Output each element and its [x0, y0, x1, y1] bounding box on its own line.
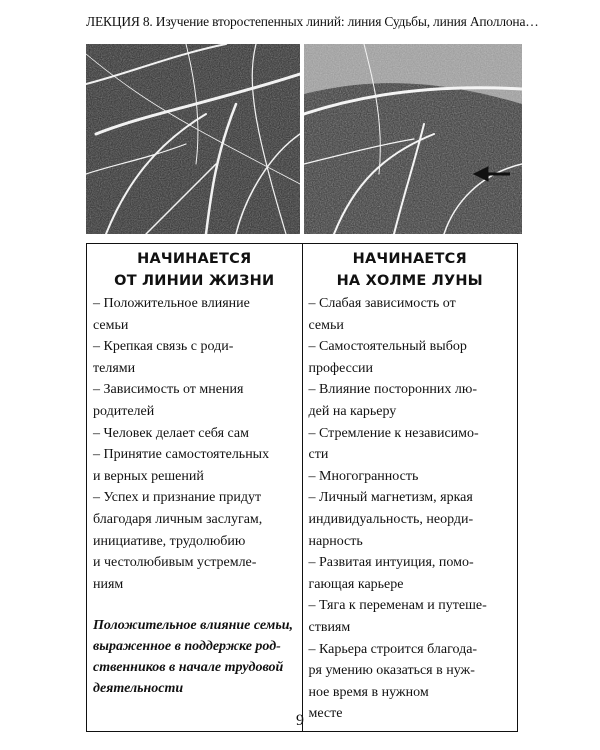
list-line: нарность	[308, 533, 363, 549]
list-line: ря умению оказаться в нуж-	[308, 663, 475, 679]
left-column-list	[93, 293, 296, 595]
list-line: – Зависимость от мнения	[93, 382, 244, 398]
list-line: – Тяга к переменам и путеше-	[308, 598, 487, 614]
right-column-list	[309, 293, 512, 725]
list-line: – Стремление к независимо-	[308, 425, 479, 441]
summary-note: Положительное влияние семьи, выраженное в поддержке род- ственников в начале трудовой деятельности	[93, 618, 294, 697]
list-line: благодаря личным заслугам,	[93, 511, 263, 527]
list-line: ниям	[93, 576, 124, 592]
list-line: дей на карьеру	[308, 403, 397, 419]
list-line: родителей	[93, 403, 155, 419]
list-line: – Развитая интуиция, помо-	[308, 555, 474, 571]
palm-print-right-image	[304, 44, 522, 234]
list-line: – Человек делает себя сам	[93, 425, 249, 441]
list-line: инициативе, трудолюбию	[93, 533, 246, 549]
list-line: сти	[308, 447, 329, 463]
list-line: ное время в нужном	[308, 684, 429, 700]
list-line: – Личный магнетизм, яркая	[308, 490, 473, 506]
list-line: – Многогранность	[308, 468, 419, 484]
list-line: – Принятие самостоятельных	[93, 447, 270, 463]
page-number: 9	[296, 712, 304, 729]
list-line: месте	[308, 706, 343, 722]
list-line: – Положительное влияние	[93, 296, 250, 311]
list-line: индивидуальность, неорди-	[308, 511, 474, 527]
list-line: – Успех и признание придут	[93, 490, 262, 506]
palm-print-left-image	[86, 44, 300, 234]
list-line: семьи	[93, 317, 129, 333]
running-header: ЛЕКЦИЯ 8. Изучение второстепенных линий: линия Судьбы, линия Аполлона…	[86, 14, 539, 29]
list-line: – Самостоятельный выбор	[308, 339, 467, 355]
list-line: телями	[93, 360, 136, 376]
list-line: гающая карьере	[308, 576, 404, 592]
list-line: и честолюбивым устремле-	[93, 555, 257, 571]
list-line: – Крепкая связь с роди-	[93, 339, 234, 355]
list-line: семьи	[308, 317, 344, 333]
list-line: и верных решений	[93, 468, 204, 484]
left-column	[87, 244, 303, 732]
list-line: ствиям	[308, 619, 351, 635]
list-line: – Карьера строится благода-	[308, 641, 478, 657]
list-line: – Влияние посторонних лю-	[308, 382, 478, 398]
comparison-table	[86, 243, 518, 732]
list-line: профессии	[308, 360, 374, 376]
left-column-heading: НАЧИНАЕТСЯ ОТ ЛИНИИ ЖИЗНИ	[114, 251, 275, 289]
list-line: – Слабая зависимость от	[308, 296, 456, 311]
right-column-heading: НАЧИНАЕТСЯ НА ХОЛМЕ ЛУНЫ	[336, 251, 483, 289]
right-column	[302, 244, 518, 732]
